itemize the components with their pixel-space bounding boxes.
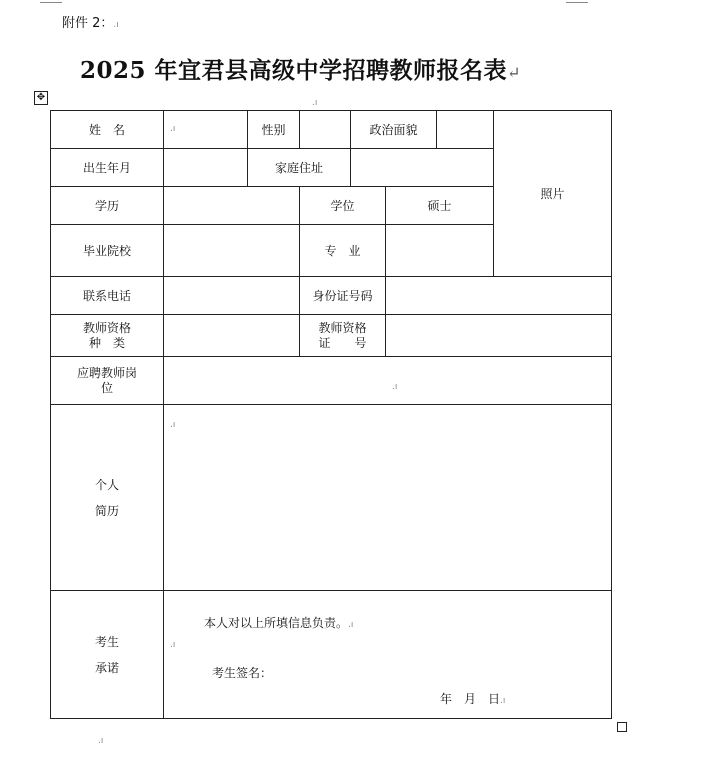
cell-mark: .ı xyxy=(170,640,176,650)
position-label-cell: 应聘教师岗 位 xyxy=(51,357,164,405)
paragraph-mark: .ı xyxy=(312,98,318,108)
gender-value-cell[interactable] xyxy=(300,111,351,149)
table-move-handle-icon[interactable]: ✥ xyxy=(34,91,48,105)
pledge-cell[interactable] xyxy=(164,591,612,719)
major-value-cell[interactable] xyxy=(386,225,494,277)
major-label-cell: 专 业 xyxy=(300,225,386,277)
cell-mark: .ı xyxy=(170,420,176,430)
education-value-cell[interactable] xyxy=(164,187,300,225)
birth-value-cell[interactable] xyxy=(164,149,248,187)
birth-label-cell: 出生年月 xyxy=(51,149,164,187)
cell-mark: .ı xyxy=(392,382,398,392)
position-value-cell[interactable] xyxy=(164,357,612,405)
cert-number-label-cell: 教师资格 证 号 xyxy=(300,315,386,357)
paragraph-mark: .ı xyxy=(113,20,119,30)
attachment-label xyxy=(62,12,119,31)
photo-cell[interactable]: 照片 xyxy=(494,111,612,277)
page-title xyxy=(80,52,521,85)
cert-type-label-cell: 教师资格 种 类 xyxy=(51,315,164,357)
left-margin-mark xyxy=(40,2,62,3)
declaration-text: 本人对以上所填信息负责。.ı xyxy=(204,616,354,630)
date-label: 年 月 日.ı xyxy=(440,692,506,706)
address-label-cell: 家庭住址 xyxy=(248,149,351,187)
name-label-cell: 姓 名 xyxy=(51,111,164,149)
degree-value-cell[interactable]: 硕士 xyxy=(386,187,494,225)
gender-label-cell: 性别 xyxy=(248,111,300,149)
name-value-cell[interactable] xyxy=(164,111,248,149)
id-label-cell: 身份证号码 xyxy=(300,277,386,315)
cert-type-value-cell[interactable] xyxy=(164,315,300,357)
phone-value-cell[interactable] xyxy=(164,277,300,315)
address-value-cell[interactable] xyxy=(351,149,494,187)
table-resize-handle[interactable] xyxy=(617,722,627,732)
id-value-cell[interactable] xyxy=(386,277,612,315)
resume-label-cell: 个人 简历 xyxy=(51,405,164,591)
right-margin-mark xyxy=(566,2,588,3)
pledge-label-cell: 考生 承诺 xyxy=(51,591,164,719)
cell-mark: .ı xyxy=(170,124,176,134)
title-text: 2025 年宜君县高级中学招聘教师报名表 xyxy=(80,57,508,84)
paragraph-mark: .ı xyxy=(98,736,104,746)
attachment-text: 附件 2： xyxy=(62,16,114,31)
political-label-cell: 政治面貌 xyxy=(351,111,437,149)
education-label-cell: 学历 xyxy=(51,187,164,225)
signature-label: 考生签名： xyxy=(212,666,273,680)
degree-label-cell: 学位 xyxy=(300,187,386,225)
school-value-cell[interactable] xyxy=(164,225,300,277)
political-value-cell[interactable] xyxy=(437,111,494,149)
resume-value-cell[interactable] xyxy=(164,405,612,591)
return-icon: ↵ xyxy=(507,63,521,82)
school-label-cell: 毕业院校 xyxy=(51,225,164,277)
phone-label-cell: 联系电话 xyxy=(51,277,164,315)
cert-number-value-cell[interactable] xyxy=(386,315,612,357)
